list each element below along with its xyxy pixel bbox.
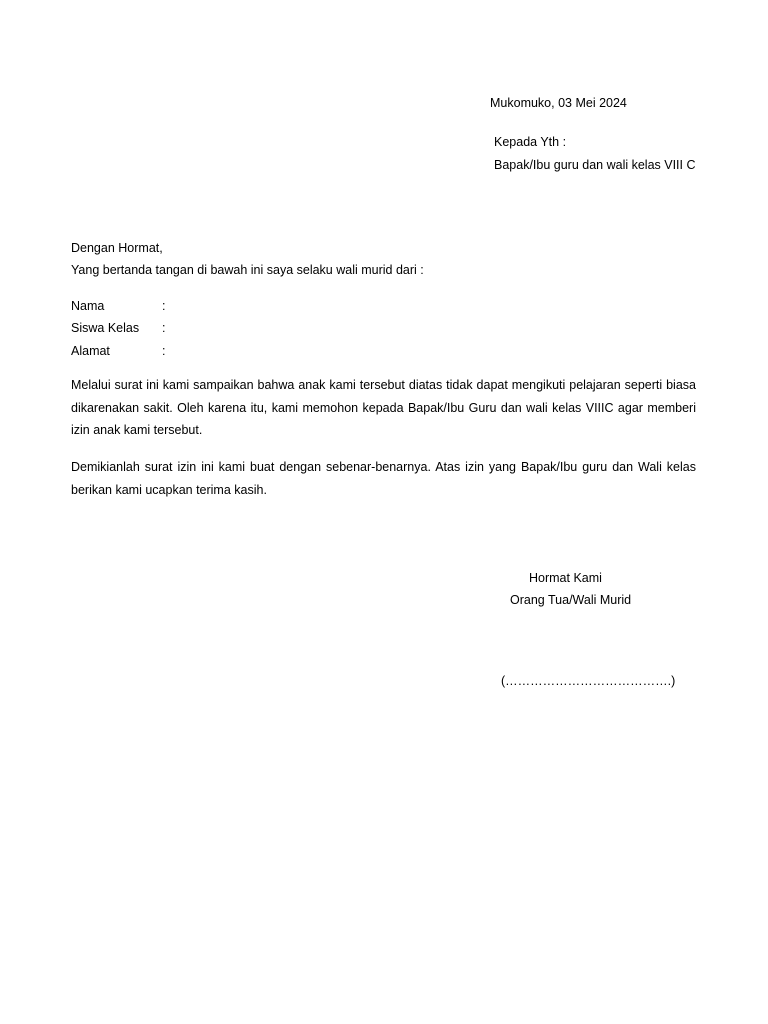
letter-date: Mukomuko, 03 Mei 2024 — [490, 96, 627, 110]
field-colon: : — [162, 344, 166, 358]
body-paragraph: Melalui surat ini kami sampaikan bahwa anak kami tersebut diatas tidak dapat mengikuti pelajaran seperti biasa dikarenakan sakit. Oleh karena itu, kami memohon kepada Bapak/Ibu Guru dan wali kelas VIIIC agar memberi izin anak kami tersebut. — [71, 378, 696, 437]
field-colon: : — [162, 299, 166, 313]
recipient-name: Bapak/Ibu guru dan wali kelas VIII C — [494, 158, 696, 172]
intro-sentence: Yang bertanda tangan di bawah ini saya selaku wali murid dari : — [71, 263, 424, 277]
field-nama — [71, 298, 271, 314]
signer-title: Orang Tua/Wali Murid — [510, 593, 632, 607]
body-paragraph: Demikianlah surat izin ini kami buat dengan sebenar-benarnya. Atas izin yang Bapak/Ibu guru dan Wali kelas berikan kami ucapkan terima kasih. — [71, 460, 696, 497]
closing: Hormat Kami — [529, 571, 602, 585]
recipient-heading: Kepada Yth : — [494, 135, 567, 149]
field-label: Siswa Kelas — [71, 321, 140, 335]
field-alamat — [71, 343, 271, 359]
field-label: Alamat — [71, 344, 110, 358]
signature-line: (………………………………….) — [501, 674, 676, 688]
field-colon: : — [162, 321, 166, 335]
field-label: Nama — [71, 299, 105, 313]
field-siswa-kelas — [71, 320, 271, 336]
salutation: Dengan Hormat, — [71, 241, 163, 255]
